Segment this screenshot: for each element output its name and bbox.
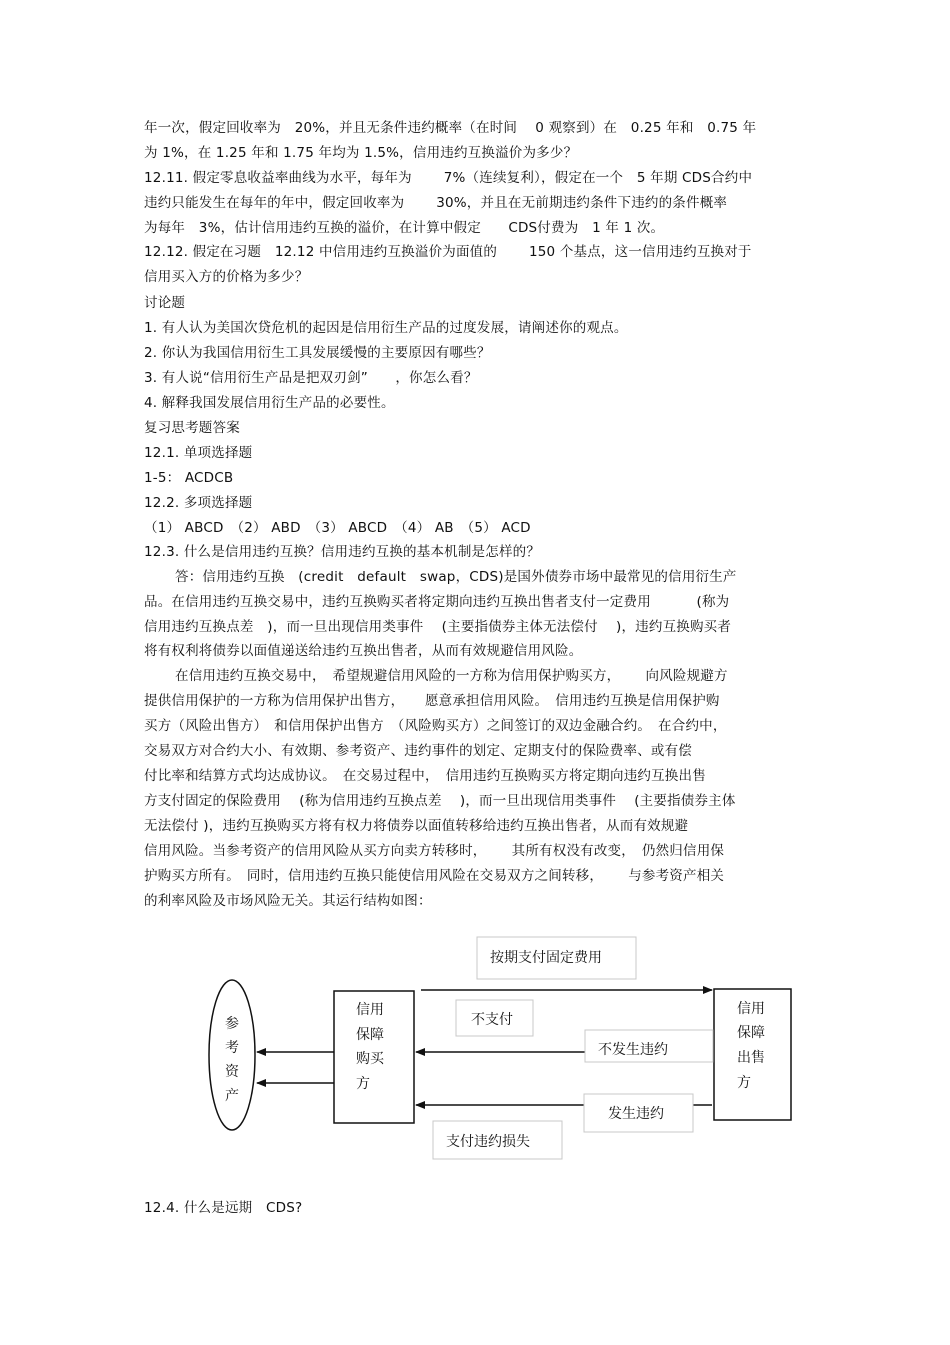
pay-loss-label: 支付违约损失 [446, 1134, 530, 1150]
text-line: 12.12. 假定在习题 12.12 中信用违约互换溢价为面值的 150 个基点，这一信用违约互换对于 [144, 244, 752, 260]
text-line: 12.3. 什么是信用违约互换？信用违约互换的基本机制是怎样的？ [144, 544, 541, 560]
section-heading: 复习思考题答案 [144, 420, 240, 436]
text-line: 方支付固定的保险费用 (称为信用违约互换点差 )，而一旦出现信用类事件 (主要指债券主体 [144, 793, 736, 809]
section-heading: 讨论题 [144, 295, 186, 311]
default-label: 发生违约 [608, 1106, 664, 1122]
text-line: 为 1%，在 1.25 年和 1.75 年均为 1.5%，信用违约互换溢价为多少？ [144, 145, 578, 161]
reference-asset-label: 产 [225, 1088, 239, 1104]
text-line: 答：信用违约互换 (credit default swap，CDS)是国外债券市场中最常见的信用衍生产 [175, 569, 737, 585]
text-line: 交易双方对合约大小、有效期、参考资产、违约事件的划定、定期支付的保险费率、或有偿 [144, 743, 692, 759]
seller-label: 保障 [737, 1025, 765, 1041]
text-line: 2. 你认为我国信用衍生工具发展缓慢的主要原因有哪些？ [144, 345, 491, 361]
text-line: 12.4. 什么是远期 CDS? [144, 1200, 303, 1216]
text-line: （1） ABCD （2） ABD （3） ABCD （4） AB （5） ACD [144, 520, 531, 536]
seller-label: 出售 [737, 1050, 765, 1066]
no-pay-label: 不支付 [471, 1012, 513, 1028]
text-line: 买方（风险出售方） 和信用保护出售方 （风险购买方）之间签订的双边金融合约。 在合约中， [144, 718, 727, 734]
text-line: 在信用违约互换交易中， 希望规避信用风险的一方称为信用保护购买方， 向风险规避方 [175, 668, 728, 684]
text-line: 为每年 3%，估计信用违约互换的溢价，在计算中假定 CDS付费为 1 年 1 次。 [144, 220, 665, 236]
no-default-label: 不发生违约 [598, 1042, 668, 1058]
text-line: 1. 有人认为美国次贷危机的起因是信用衍生产品的过度发展，请阐述你的观点。 [144, 320, 628, 336]
text-line: 年一次，假定回收率为 20%，并且无条件违约概率（在时间 0 观察到）在 0.25 年和 0.75 年 [144, 120, 757, 136]
seller-label: 信用 [737, 1001, 765, 1017]
text-line: 12.2. 多项选择题 [144, 495, 253, 511]
text-line: 3. 有人说“信用衍生产品是把双刃剑” ，你怎么看？ [144, 370, 478, 386]
text-line: 护购买方所有。 同时，信用违约互换只能使信用风险在交易双方之间转移， 与参考资产相关 [144, 868, 725, 884]
text-line: 的利率风险及市场风险无关。其运行结构如图： [144, 893, 432, 909]
text-line: 12.1. 单项选择题 [144, 445, 253, 461]
text-line: 4. 解释我国发展信用衍生产品的必要性。 [144, 395, 395, 411]
seller-label: 方 [737, 1075, 751, 1091]
reference-asset-label: 资 [225, 1064, 239, 1080]
buyer-label: 保障 [356, 1027, 384, 1043]
text-line: 信用违约互换点差 )，而一旦出现信用类事件 (主要指债券主体无法偿付 )，违约互换购买者 [144, 619, 732, 635]
text-line: 1-5： ACDCB [144, 470, 234, 486]
text-line: 提供信用保护的一方称为信用保护出售方， 愿意承担信用风险。 信用违约互换是信用保护购 [144, 693, 720, 709]
reference-asset-label: 考 [225, 1040, 239, 1056]
fee-label: 按期支付固定费用 [490, 950, 602, 966]
text-line: 将有权利将债券以面值递送给违约互换出售者，从而有效规避信用风险。 [144, 643, 583, 659]
text-line: 信用买入方的价格为多少？ [144, 269, 309, 285]
buyer-label: 方 [356, 1076, 370, 1092]
text-line: 12.11. 假定零息收益率曲线为水平，每年为 7%（连续复利），假定在一个 5 年期 CDS合约中 [144, 170, 753, 186]
text-line: 信用风险。当参考资产的信用风险从买方向卖方转移时， 其所有权没有改变， 仍然归信用保 [144, 843, 725, 859]
text-line: 违约只能发生在每年的年中，假定回收率为 30%，并且在无前期违约条件下违约的条件概率 [144, 195, 728, 211]
text-line: 无法偿付 )，违约互换购买方将有权力将债券以面值转移给违约互换出售者，从而有效规避 [144, 818, 689, 834]
text-line: 品。在信用违约互换交易中，违约互换购买者将定期向违约互换出售者支付一定费用 (称为 [144, 594, 730, 610]
reference-asset-label: 参 [225, 1016, 239, 1032]
buyer-label: 信用 [356, 1002, 384, 1018]
text-line: 付比率和结算方式均达成协议。 在交易过程中， 信用违约互换购买方将定期向违约互换出售 [144, 768, 706, 784]
buyer-label: 购买 [356, 1051, 384, 1067]
